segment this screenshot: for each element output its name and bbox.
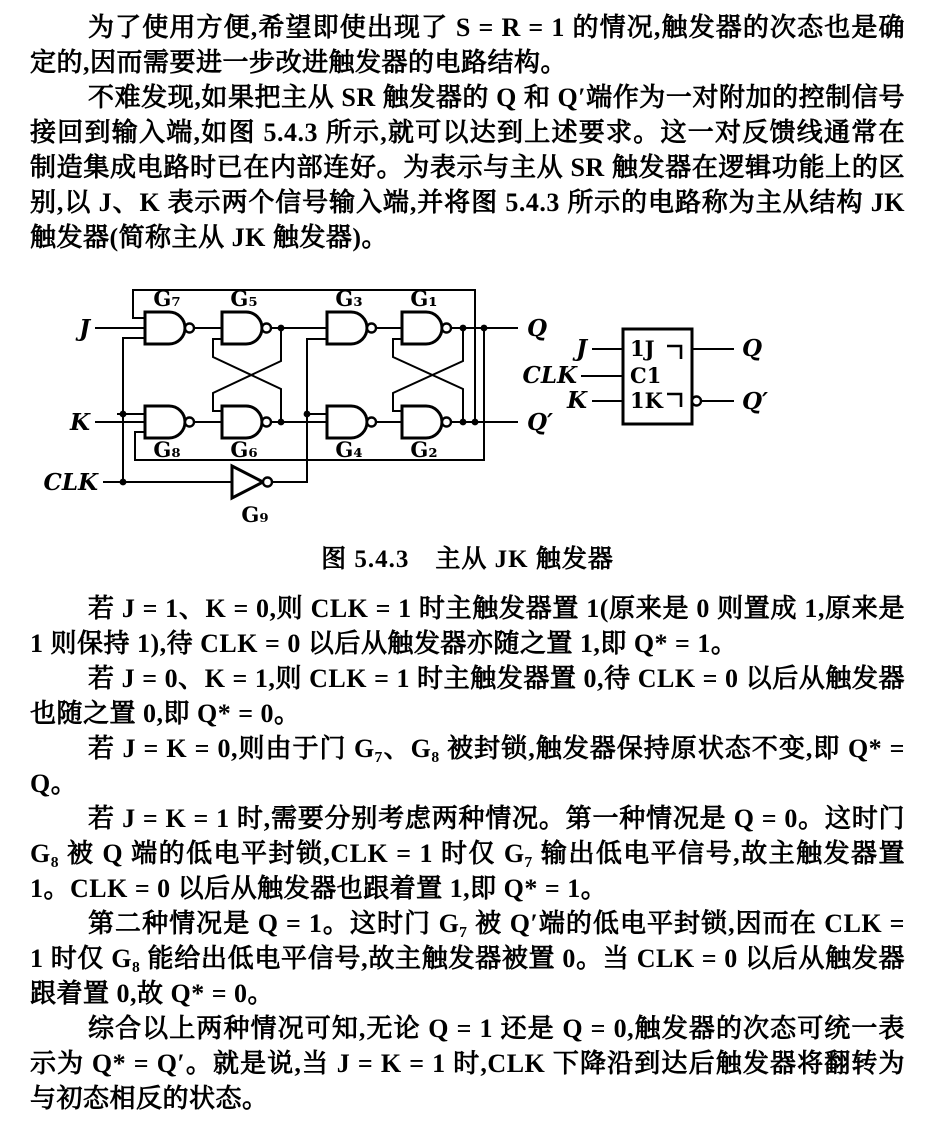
nand-gate-g7 [145, 312, 185, 344]
postponed-output-mark-qbar [667, 394, 681, 407]
symbol-clk-label: CLK [522, 362, 577, 389]
circuit-labels [44, 286, 554, 527]
inverter-gate-g9 [232, 466, 263, 498]
gate-label-g8: G₈ [153, 437, 181, 462]
logic-symbol-diagram [523, 329, 769, 424]
paragraph-case-j0k1: 若 J = 0、K = 1,则 CLK = 1 时主触发器置 0,待 CLK = 0 以后从触发器也随之置 0,即 Q* = 0。 [30, 664, 905, 728]
gate-label-g7: G₇ [153, 286, 181, 311]
gate-label-g3: G₃ [335, 286, 363, 311]
symbol-qbar-label: Q′ [742, 388, 769, 415]
nand-gate-g5 [222, 312, 262, 344]
symbol-k-label: K [567, 387, 587, 414]
symbol-pin-1k: 1K [630, 388, 663, 413]
symbol-pin-c1: C1 [630, 363, 662, 388]
g6-bubble [262, 418, 271, 427]
postponed-output-mark-q [667, 346, 681, 359]
paragraph-intro-1: 为了使用方便,希望即使出现了 S = R = 1 的情况,触发器的次态也是确定的,因而需要进一步改进触发器的电路结构。 [30, 13, 905, 77]
paragraph-summary: 综合以上两种情况可知,无论 Q = 1 还是 Q = 0,触发器的次态可统一表示为 Q* = Q′。就是说,当 J = K = 1 时,CLK 下降沿到达后触发器将翻转为与初态相反的状态。 [30, 1014, 905, 1113]
gate-label-g4: G₄ [335, 437, 363, 462]
gate-label-g2: G₂ [410, 437, 438, 462]
paragraph-intro-2: 不难发现,如果把主从 SR 触发器的 Q 和 Q′端作为一对附加的控制信号接回到输入端,如图 5.4.3 所示,就可以达到上述要求。这一对反馈线通常在制造集成电路时已在内部连好。为表示与主从 SR 触发器在逻辑功能上的区别,以 J、K 表示两个信号输入端,并将图 5.4.3 所示的电路称为主从结构 JK 触发器(简称主从 JK 触发器)。 [30, 83, 905, 252]
nand-gate-g2 [402, 406, 442, 438]
k-input-label: K [70, 409, 90, 436]
symbol-qbar-bubble [692, 397, 701, 406]
nand-gate-g3 [327, 312, 367, 344]
figure-5-4-3 [30, 261, 905, 575]
q-output-label: Q [527, 315, 548, 342]
g9-bubble [263, 478, 272, 487]
g5-bubble [262, 324, 271, 333]
paragraph-case-jk0: 若 J = K = 0,则由于门 G₇、G₈ 被封锁,触发器保持原状态不变,即 Q* = Q。 [30, 734, 905, 798]
nand-gate-g1 [402, 312, 442, 344]
paragraph-case-jk1-q1: 第二种情况是 Q = 1。这时门 G₇ 被 Q′端的低电平封锁,因而在 CLK = 1 时仅 G₈ 能给出低电平信号,故主触发器被置 0。当 CLK = 0 以后从触发器跟着置 0,故 Q* = 0。 [30, 909, 905, 1008]
nand-gate-g4 [327, 406, 367, 438]
clk-input-label: CLK [43, 469, 98, 496]
nand-gate-g6 [222, 406, 262, 438]
g3-bubble [367, 324, 376, 333]
g2-bubble [442, 418, 451, 427]
body-text-block [30, 591, 905, 1116]
gate-label-g6: G₆ [230, 437, 258, 462]
qbar-output-label: Q′ [527, 409, 554, 436]
paragraph-case-j1k0: 若 J = 1、K = 0,则 CLK = 1 时主触发器置 1(原来是 0 则置成 1,原来是 1 则保持 1),待 CLK = 0 以后从触发器亦随之置 1,即 Q* = 1。 [30, 594, 905, 658]
g4-bubble [367, 418, 376, 427]
nand-gate-g8 [145, 406, 185, 438]
gate-label-g1: G₁ [410, 286, 438, 311]
gate-label-g5: G₅ [230, 286, 258, 311]
symbol-j-label: J [576, 335, 587, 362]
circuit-gates [145, 312, 451, 498]
circuit-diagram [36, 261, 842, 535]
g8-bubble [185, 418, 194, 427]
j-input-label: J [79, 315, 90, 342]
gate-label-g9: G₉ [241, 502, 269, 527]
g1-bubble [442, 324, 451, 333]
paragraph-case-jk1-q0: 若 J = K = 1 时,需要分别考虑两种情况。第一种情况是 Q = 0。这时门 G₈ 被 Q 端的低电平封锁,CLK = 1 时仅 G₇ 输出低电平信号,故主触发器置 1。CLK = 0 以后从触发器也跟着置 1,即 Q* = 1。 [30, 804, 905, 903]
g7-bubble [185, 324, 194, 333]
figure-caption: 图 5.4.3 主从 JK 触发器 [321, 546, 614, 573]
symbol-pin-1j: 1J [630, 336, 655, 361]
symbol-q-label: Q [742, 335, 763, 362]
